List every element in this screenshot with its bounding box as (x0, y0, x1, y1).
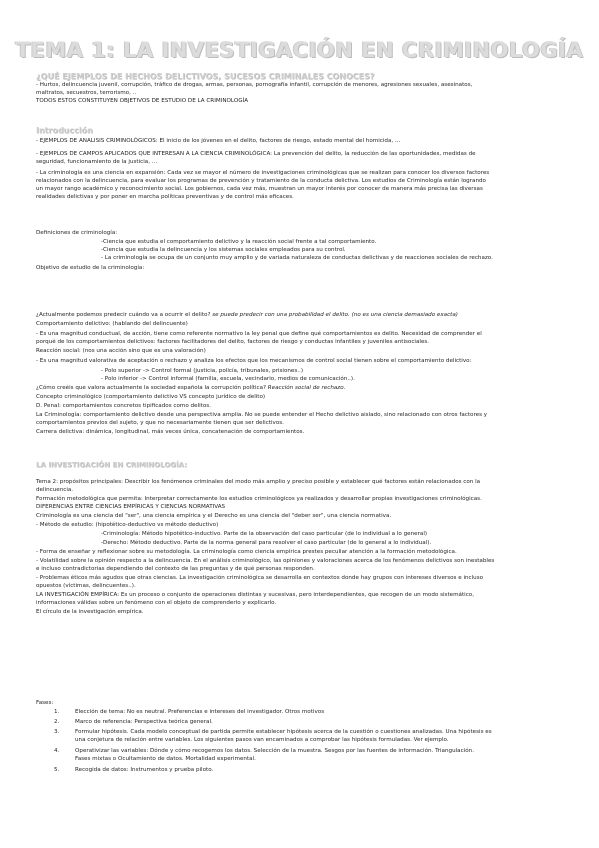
phase-text: Recogida de datos: Instrumentos y prueba piloto. (75, 767, 214, 773)
text-line: Tema 2: propósitos principales: Describir los fenómenos criminales del modo más amplio y preciso posible y establecer qué factores están relacionados con la (36, 479, 481, 485)
question-text: ¿Actualmente podemos predecir cuándo va a ocurrir el delito? (36, 312, 211, 318)
text-line: delincuencia. (36, 487, 74, 493)
text-line: Objetivo de estudio de la criminología: (36, 265, 145, 271)
text-line: realidades delictivas y por poner en marcha políticas preventivas y de control más eficaces. (36, 194, 294, 200)
phase-text: Elección de tema: No es neutral. Preferencias e intereses del investigador. Otros motivos (75, 709, 325, 715)
text-line: TODOS ESTOS CONSTITUYEN OBJETIVOS DE ESTUDIO DE LA CRIMINOLOGÍA (36, 98, 249, 104)
text-line: DIFERENCIAS ENTRE CIENCIAS EMPÍRICAS Y CIENCIAS NORMATIVAS (36, 504, 226, 510)
text-line: Formación metodológica que permita: Interpretar correctamente los estudios criminológicos ya realizados y desarrollar propias investigaciones criminológicas. (36, 496, 482, 502)
text-line: relacionados con la delincuencia, para evaluar los programas de prevención y tratamiento de la conducta delictiva. Los estudios de Criminología están logrando (36, 178, 486, 184)
list-item: - Polo inferior -> Control informal (familia, escuela, vecindario, medios de comunicación..). (101, 376, 355, 382)
section-heading-research: LA INVESTIGACIÓN EN CRIMINOLOGÍA: (36, 461, 187, 469)
question-line (36, 311, 458, 319)
question-text: ¿Cómo creéis que valora actualmente la sociedad española la corrupción política? (36, 385, 267, 391)
text-line: comportamientos previos del sujeto, y que no necesariamente tienen que ser delictivos. (36, 420, 284, 426)
text-line: - Hurtos, delincuencia juvenil, corrupción, tráfico de drogas, armas, personas, pornografía infantil, corrupción de menores, agresiones sexuales, asesinatos, (36, 82, 473, 88)
text-line: LA INVESTIGACIÓN EMPÍRICA: Es un proceso o conjunto de operaciones distintas y sucesivas, pero interdependientes, que recogen de un modo sistemático, (36, 592, 474, 598)
text-line: Carrera delictiva: dinámica, longitudinal, más veces única, concatenación de comportamientos. (36, 429, 305, 435)
phase-number: 3. (54, 729, 60, 735)
list-item: -Criminología: Método hipotético-inductivo. Parte de la observación del caso particular (de lo individual a lo general) (101, 531, 428, 537)
phase-text-continued: una conjetura de relación entre variables. Los siguientes pasos van encaminados a comprobar las hipótesis formuladas. Ver ejemplo. (75, 737, 449, 743)
phase-number: 2. (54, 719, 60, 725)
answer-text: se puede predecir con una probabilidad el delito. (no es una ciencia demasiado exacta) (210, 312, 458, 318)
text-line: Comportamiento delictivo: (hablando del delincuente) (36, 321, 188, 327)
text-line: un mayor rango académico y reconocimiento social. Los gobiernos, cada vez más, muestran un mayor interés por conocer de manera más precisa las diversas (36, 186, 483, 192)
phases-heading: Fases: (36, 700, 54, 706)
phase-text: Formular hipótesis. Cada modelo conceptual de partida permite establecer hipótesis acerca de la cuestión o cuestiones analizadas. Una hipótesis es (75, 729, 492, 735)
definition-item: - La criminología se ocupa de un conjunto muy amplio y de variada naturaleza de conductas delictivas y de reacciones sociales de rechazo. (101, 255, 493, 261)
phase-item (54, 747, 564, 766)
text-line: La Criminología: comportamiento delictivo desde una perspectiva amplia. No se puede entender el Hecho delictivo aislado, sino relacionado con otros factores y (36, 412, 488, 418)
phase-number: 4. (54, 748, 60, 754)
text-line: maltratos, secuestros, terrorismo, .. (36, 90, 137, 96)
phase-item (54, 766, 564, 776)
definition-item: -Ciencia que estudia la delincuencia y los sistemas sociales empleados para su control. (101, 247, 346, 253)
text-line: seguridad, funcionamiento de la justicia, ... (36, 159, 158, 165)
definition-item: -Ciencia que estudia el comportamiento delictivo y la reacción social frente a tal comportamiento. (101, 239, 377, 245)
section-heading-examples: ¿QUÉ EJEMPLOS DE HECHOS DELICTIVOS, SUCESOS CRIMINALES CONOCES? (36, 72, 375, 81)
phases-list (54, 708, 564, 776)
text-line: - Volatilidad sobre la opinión respecto a la delincuencia. En el análisis criminológico, las opiniones y valoraciones acerca de los fenómenos delictivos son inestables (36, 558, 495, 564)
question-line (36, 384, 345, 392)
text-line: - Forma de enseñar y reflexionar sobre su metodología. La criminología como ciencia empírica prestes peculiar atención a la formación metodológica. (36, 549, 457, 555)
text-line: - EJEMPLOS DE ANALISIS CRIMINOLÓGICOS: El inicio de los jóvenes en el delito, factores de riesgo, estado mental del homicida, ... (36, 138, 401, 144)
phase-text: Marco de referencia: Perspectiva teórica general. (75, 719, 213, 725)
text-line: Concepto criminológico (comportamiento delictivo VS concepto jurídico de delito) (36, 394, 266, 400)
definitions-heading: Definiciones de criminología: (36, 230, 118, 236)
phase-item (54, 728, 564, 747)
section-heading-intro: Introducción (36, 126, 93, 135)
text-line: D. Penal: comportamientos concretos tipificados como delitos. (36, 403, 211, 409)
text-line: Reacción social: (nos una acción sino que es una valoración) (36, 348, 206, 354)
text-line: - Método de estudio: (hipotético-deductivo vs método deductivo) (36, 522, 219, 528)
text-line: e incluso contradictorias dependiendo del contexto de las preguntas y de qué personas responden. (36, 566, 315, 572)
list-item: -Derecho: Método deductivo. Parte de la norma general para resolver el caso particular (de lo general a lo individual). (101, 540, 432, 546)
phase-item (54, 718, 564, 728)
list-item: - Polo superior -> Control formal (justicia, policía, tribunales, prisiones..) (101, 368, 304, 374)
phase-item (54, 708, 564, 718)
text-line: - Problemas éticos más agudos que otras ciencias. La investigación criminológica se desarrolla en contextos donde hay grupos con intereses diversos e incluso (36, 575, 484, 581)
text-line: porqué de los comportamientos delictivos: factores facilitadores del delito, factores de riesgo y conductas infantiles y juveniles antisociales. (36, 339, 430, 345)
phase-text: Operativizar las variables: Dónde y cómo recogemos los datos. Selección de la muestra. Sesgos por las fuentes de información. Triangulación. (75, 748, 474, 754)
text-line: - EJEMPLOS DE CAMPOS APLICADOS QUE INTERESAN A LA CIENCIA CRIMINOLÓGICA: La prevención del delito, la reducción de las oportunidades, medidas de (36, 151, 476, 157)
text-line: - Es una magnitud conductual, de acción, tiene como referente normativo la ley penal que define qué comportamientos es delito. Necesidad de comprender el (36, 331, 482, 337)
page-title: TEMA 1: LA INVESTIGACIÓN EN CRIMINOLOGÍA (15, 38, 584, 62)
text-line: opuestos (víctimas, delincuentes..). (36, 583, 136, 589)
text-line: Criminología es una ciencia del "ser", una ciencia empírica y el Derecho es una ciencia del "deber ser", una ciencia normativa. (36, 513, 392, 519)
text-line: informaciones válidas sobre un fenómeno con el objeto de comprenderlo y explicarlo. (36, 600, 277, 606)
phase-number: 5. (54, 767, 60, 773)
text-line: - Es una magnitud valorativa de aceptación o rechazo y analiza los efectos que los mecanismos de control social tienen sobre el comportamiento delictivo: (36, 358, 472, 364)
phase-number: 1. (54, 709, 60, 715)
text-line: El círculo de la investigación empírica. (36, 609, 144, 615)
text-line: - La criminología es una ciencia en expansión: Cada vez se mayor el número de investigaciones criminológicas que se realizan para conocer los diversos factores (36, 170, 490, 176)
phase-text-continued: Fases mixtas o Ocultamiento de datos. Mortalidad experimental. (75, 756, 256, 762)
answer-text: Reacción social de rechazo. (266, 385, 346, 391)
